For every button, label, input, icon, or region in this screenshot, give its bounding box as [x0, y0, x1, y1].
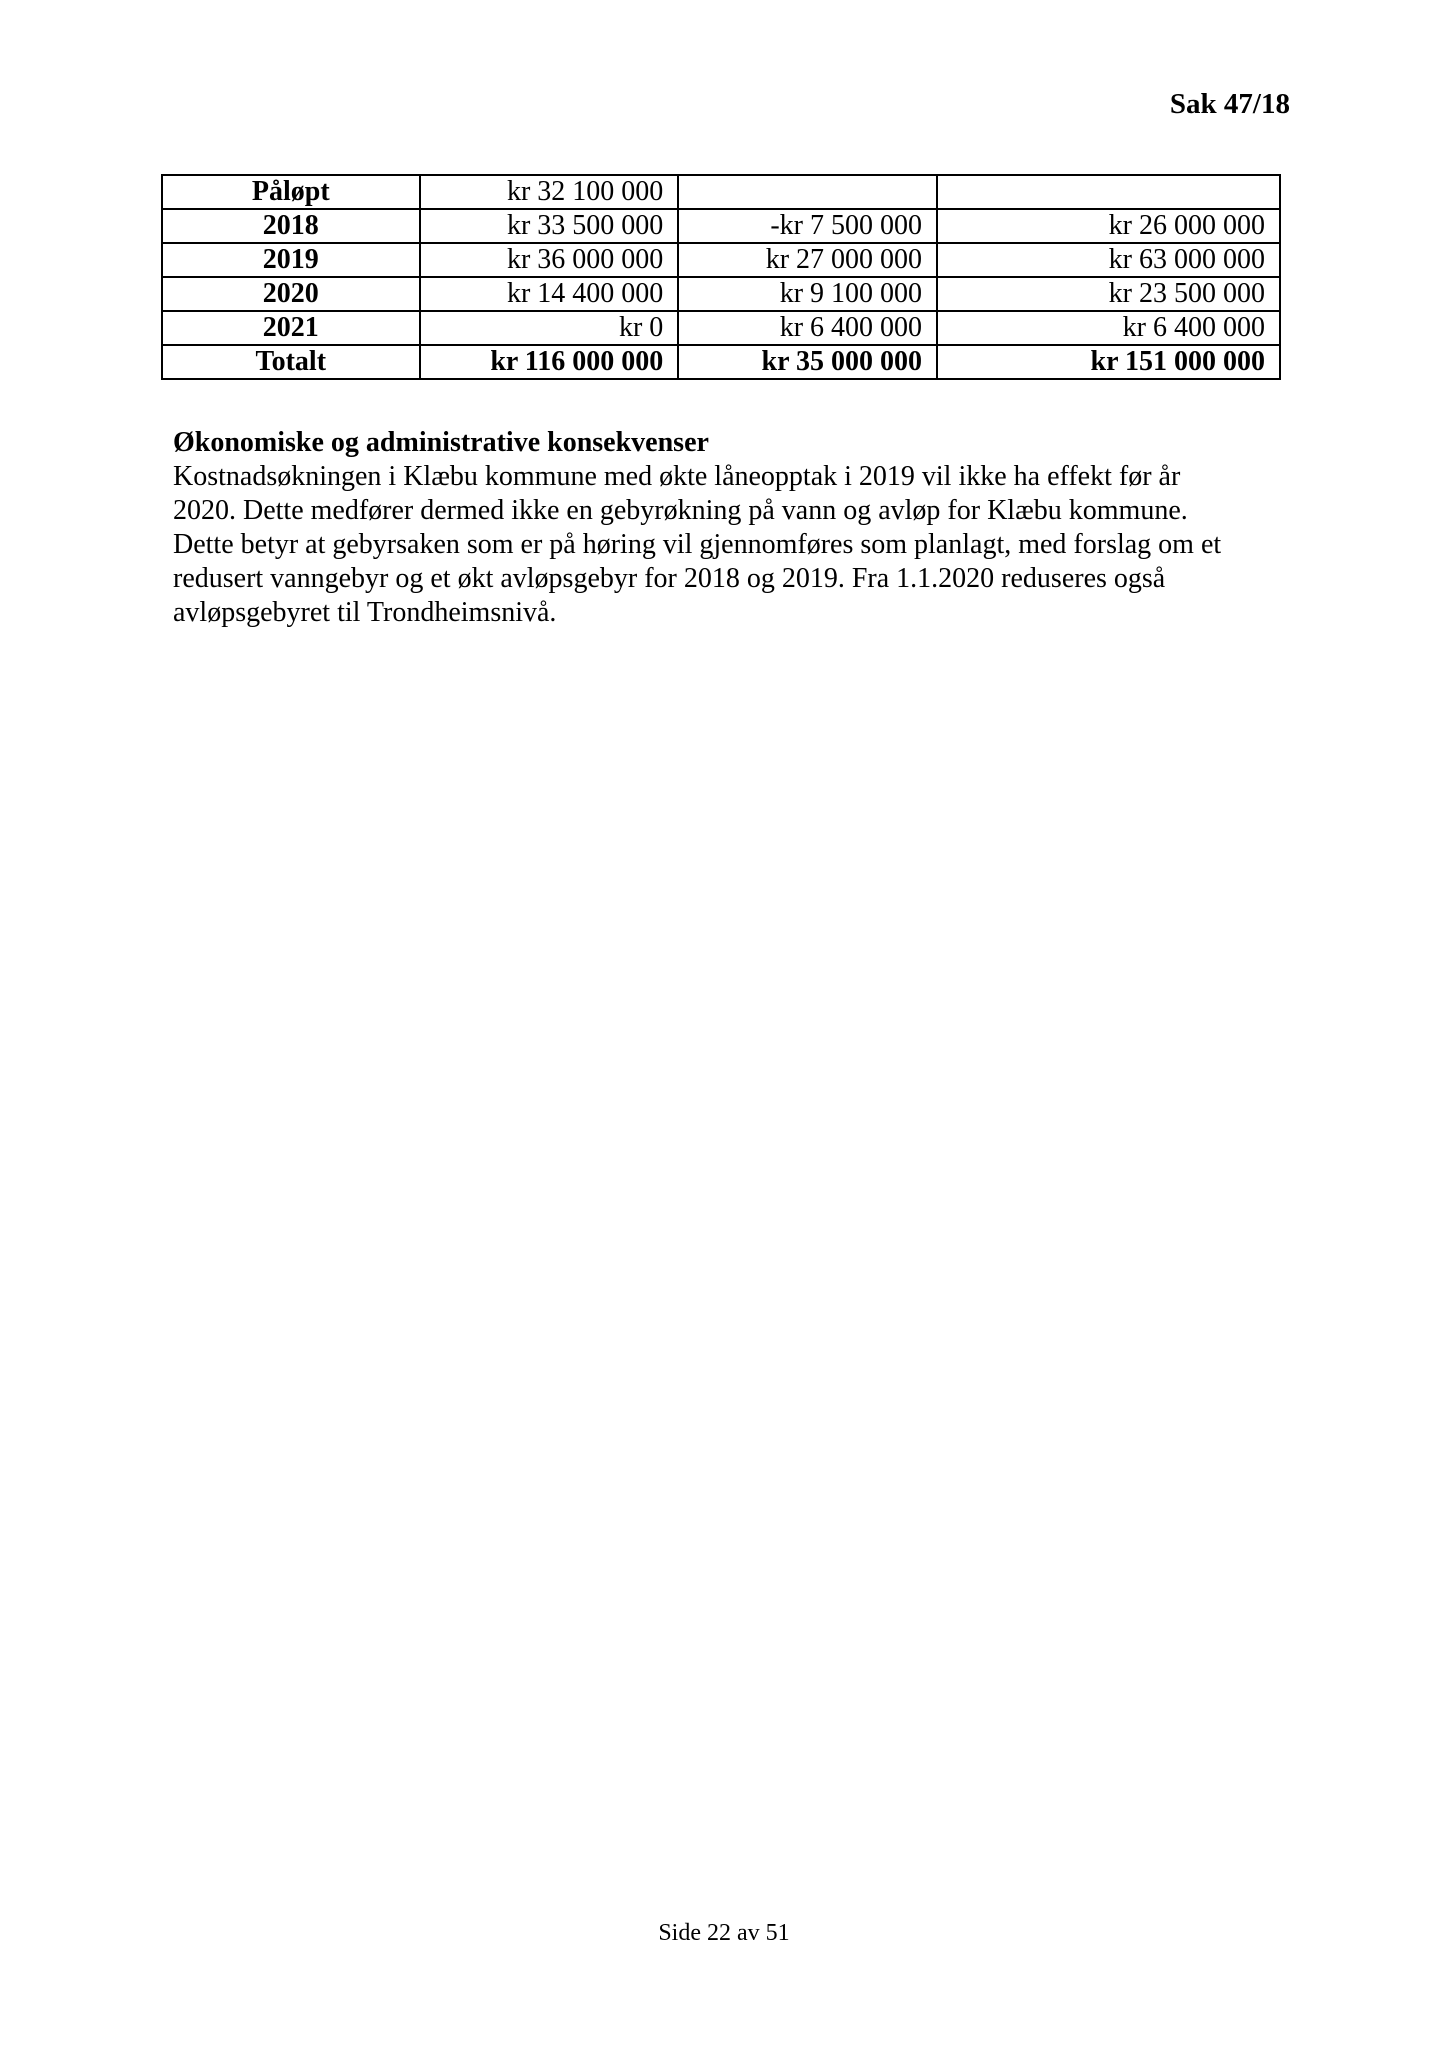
table-cell: kr 151 000 000: [937, 345, 1280, 379]
table-cell: kr 23 500 000: [937, 277, 1280, 311]
table-total-row: [162, 345, 1280, 379]
table-cell: kr 27 000 000: [678, 243, 937, 277]
paragraph-line: redusert vanngebyr og et økt avløpsgebyr for 2018 og 2019. Fra 1.1.2020 reduseres også: [173, 563, 1166, 594]
table-row: [162, 277, 1280, 311]
table-cell: kr 36 000 000: [420, 243, 679, 277]
section-paragraph: [173, 460, 1288, 630]
case-reference: Sak 47/18: [1169, 88, 1290, 120]
table-row: [162, 209, 1280, 243]
row-label: Totalt: [162, 345, 420, 379]
table-cell: [937, 175, 1280, 209]
paragraph-line: avløpsgebyret til Trondheimsnivå.: [173, 597, 557, 628]
table-cell: [678, 175, 937, 209]
section-heading: Økonomiske og administrative konsekvenser: [173, 427, 709, 458]
table-row: [162, 311, 1280, 345]
table-cell: kr 35 000 000: [678, 345, 937, 379]
table-cell: kr 63 000 000: [937, 243, 1280, 277]
row-label: Påløpt: [162, 175, 420, 209]
row-label: 2021: [162, 311, 420, 345]
table-cell: kr 6 400 000: [678, 311, 937, 345]
table-cell: kr 9 100 000: [678, 277, 937, 311]
paragraph-line: Dette betyr at gebyrsaken som er på høring vil gjennomføres som planlagt, med forslag om et: [173, 529, 1222, 560]
consequences-section: [173, 426, 1288, 630]
table-cell: kr 116 000 000: [420, 345, 679, 379]
row-label: 2018: [162, 209, 420, 243]
table-cell: kr 26 000 000: [937, 209, 1280, 243]
cost-table: [161, 174, 1281, 380]
paragraph-line: 2020. Dette medfører dermed ikke en gebyrøkning på vann og avløp for Klæbu kommune.: [173, 495, 1188, 526]
row-label: 2019: [162, 243, 420, 277]
table-cell: kr 32 100 000: [420, 175, 679, 209]
table-cell: -kr 7 500 000: [678, 209, 937, 243]
table-row: [162, 243, 1280, 277]
row-label: 2020: [162, 277, 420, 311]
table-cell: kr 33 500 000: [420, 209, 679, 243]
page-number: Side 22 av 51: [658, 1920, 790, 1946]
paragraph-line: Kostnadsøkningen i Klæbu kommune med økte låneopptak i 2019 vil ikke ha effekt før år: [173, 461, 1181, 492]
table-cell: kr 14 400 000: [420, 277, 679, 311]
table-cell: kr 6 400 000: [937, 311, 1280, 345]
table-row: [162, 175, 1280, 209]
table-cell: kr 0: [420, 311, 679, 345]
